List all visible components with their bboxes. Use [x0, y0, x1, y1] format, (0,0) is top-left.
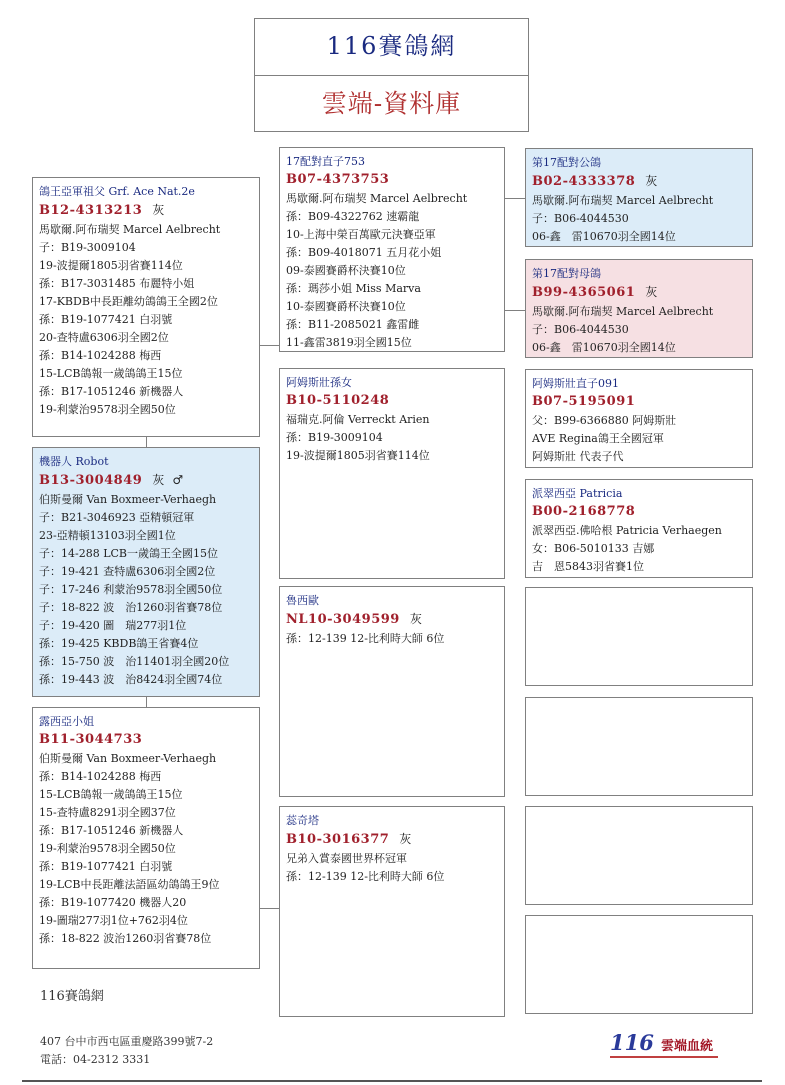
- record-line: 孫：B19-1077421 白羽號: [39, 860, 173, 873]
- subject-lines: [39, 221, 253, 419]
- title-block: [254, 18, 529, 132]
- record-line: 孫：B17-3031485 布麗特小姐: [39, 277, 195, 290]
- dam-header: 露西亞小姐: [39, 715, 94, 728]
- record-line: 孫：12-139 12-比利時大師 6位: [286, 632, 445, 645]
- record-line: 06-鑫 雷10670羽全國14位: [532, 230, 676, 243]
- record-line: 孫：12-139 12-比利時大師 6位: [286, 870, 445, 883]
- dam-ring: B11-3044733: [39, 732, 143, 747]
- connector-line: [146, 437, 147, 447]
- gen2-header: 蕊奇塔: [286, 814, 319, 827]
- record-line: AVE Regina鴿王全國冠軍: [532, 432, 664, 445]
- record-line: 孫：19-443 波 治8424羽全國74位: [39, 673, 223, 686]
- gen3-header: 派翠西亞 Patricia: [532, 487, 623, 500]
- record-line: 子：14-288 LCB一歲鴿王全國15位: [39, 547, 219, 560]
- gen2-color: 灰: [409, 612, 422, 626]
- record-line: 孫：18-822 波治1260羽省賽78位: [39, 932, 212, 945]
- record-line: 19-利蒙治9578羽全國50位: [39, 403, 176, 416]
- gen3-color: 灰: [645, 174, 658, 188]
- gen3-card-3: [525, 369, 753, 468]
- gen2-ring: B10-3016377 灰: [286, 832, 412, 847]
- record-line: 馬歇爾.阿布瑞契 Marcel Aelbrecht: [286, 192, 468, 205]
- record-line: 孫：B19-1077420 機器人20: [39, 896, 187, 909]
- gen2-ring: B10-5110248: [286, 393, 390, 408]
- record-line: 15-LCB鴿報一歲鴿鴿王15位: [39, 367, 183, 380]
- gen2-card-1: [279, 147, 505, 352]
- footer-brand: 116賽鴿網: [40, 989, 104, 1004]
- gen2-ring: B07-4373753: [286, 172, 390, 187]
- sire-header: 機器人 Robot: [39, 455, 109, 468]
- footer-rule: [22, 1080, 762, 1082]
- record-line: 孫：15-750 波 治11401羽全國20位: [39, 655, 230, 668]
- record-line: 19-利蒙治9578羽全國50位: [39, 842, 176, 855]
- footer-phone: 電話：04-2312 3331: [40, 1053, 151, 1066]
- record-line: 子：B06-4044530: [532, 212, 629, 225]
- gen3-ring: B02-4333378 灰: [532, 174, 658, 189]
- gen2-lines: [286, 850, 498, 886]
- gen2-lines: [286, 411, 498, 465]
- dam-card: [32, 707, 260, 969]
- record-line: 父：B99-6366880 阿姆斯壯: [532, 414, 677, 427]
- record-line: 阿姆斯壯 代表子代: [532, 450, 624, 463]
- connector-line: [260, 908, 280, 909]
- gen3-empty-card: [525, 806, 753, 905]
- record-line: 孫：B17-1051246 新機器人: [39, 824, 184, 837]
- subject-header: 鴿王亞軍祖父 Grf. Ace Nat.2e: [39, 185, 195, 198]
- record-line: 孫：B19-3009104: [286, 431, 383, 444]
- gen3-lines: [532, 412, 746, 466]
- gen2-header: 阿姆斯壯孫女: [286, 376, 352, 389]
- gen2-lines: [286, 190, 498, 352]
- record-line: 10-上海中榮百萬歐元決賽亞軍: [286, 228, 436, 241]
- gen3-header: 第17配對母鴿: [532, 267, 601, 280]
- record-line: 子：19-420 圖 瑞277羽1位: [39, 619, 187, 632]
- record-line: 子：17-246 利蒙治9578羽全國50位: [39, 583, 223, 596]
- record-line: 子：18-822 波 治1260羽省賽78位: [39, 601, 223, 614]
- record-line: 孫：B09-4322762 速霸龍: [286, 210, 420, 223]
- record-line: 23-亞精頓13103羽全國1位: [39, 529, 176, 542]
- subject-card: [32, 177, 260, 437]
- record-line: 孫：B19-1077421 白羽號: [39, 313, 173, 326]
- gen2-header: 魯西歐: [286, 594, 319, 607]
- sub-title: 雲端-資料庫: [321, 89, 462, 118]
- footer-logo: [610, 1030, 718, 1058]
- record-line: 子：B06-4044530: [532, 323, 629, 336]
- subject-ring: B12-4313213 灰: [39, 203, 165, 218]
- record-line: 09-泰國賽爵杯決賽10位: [286, 264, 406, 277]
- gen3-empty-card: [525, 697, 753, 796]
- connector-line: [505, 310, 525, 311]
- record-line: 19-波提爾1805羽省賽114位: [39, 259, 183, 272]
- record-line: 19-圖瑞277羽1位+762羽4位: [39, 914, 188, 927]
- record-line: 孫：B14-1024288 梅西: [39, 349, 162, 362]
- record-line: 派翠西亞.佛哈根 Patricia Verhaegen: [532, 524, 722, 537]
- record-line: 子：B19-3009104: [39, 241, 136, 254]
- record-line: 兄弟入賞泰國世界杯冠軍: [286, 852, 407, 865]
- gen3-card-4: [525, 479, 753, 578]
- footer-address: 407 台中市西屯區重慶路399號7-2: [40, 1035, 214, 1048]
- gen3-color: 灰: [645, 285, 658, 299]
- record-line: 孫：B09-4018071 五月花小姐: [286, 246, 442, 259]
- gen2-color: 灰: [399, 832, 412, 846]
- site-title: 116賽鴿網: [255, 19, 528, 76]
- male-sex-icon: ♂: [172, 473, 184, 487]
- record-line: 孫：19-425 KBDB鴿王省賽4位: [39, 637, 199, 650]
- record-line: 馬歇爾.阿布瑞契 Marcel Aelbrecht: [532, 305, 714, 318]
- gen2-card-2: [279, 368, 505, 579]
- gen2-card-4: [279, 806, 505, 1017]
- gen2-header: 17配對直子753: [286, 155, 365, 168]
- dam-lines: [39, 750, 253, 948]
- gen3-card-2: [525, 259, 753, 358]
- record-line: 子：B21-3046923 亞精頓冠軍: [39, 511, 195, 524]
- sire-color: 灰: [152, 473, 165, 487]
- gen3-lines: [532, 192, 746, 246]
- record-line: 孫：B14-1024288 梅西: [39, 770, 162, 783]
- record-line: 子：19-421 查特盧6306羽全國2位: [39, 565, 216, 578]
- record-line: 馬歇爾.阿布瑞契 Marcel Aelbrecht: [39, 223, 221, 236]
- connector-line: [146, 697, 147, 707]
- gen3-ring: B00-2168778: [532, 504, 636, 519]
- gen2-ring: NL10-3049599 灰: [286, 612, 422, 627]
- logo-number: 116: [610, 1030, 654, 1055]
- record-line: 17-KBDB中長距離幼鴿鴿王全國2位: [39, 295, 218, 308]
- gen3-lines: [532, 522, 746, 576]
- record-line: 孫：B17-1051246 新機器人: [39, 385, 184, 398]
- sire-lines: [39, 491, 253, 689]
- logo-text: 雲端血統: [660, 1039, 713, 1054]
- connector-line: [260, 345, 280, 346]
- record-line: 孫：B11-2085021 鑫雷雌: [286, 318, 420, 331]
- gen3-ring: B99-4365061 灰: [532, 285, 658, 300]
- record-line: 15-LCB鴿報一歲鴿鴿王15位: [39, 788, 183, 801]
- gen3-ring: B07-5195091: [532, 394, 636, 409]
- subject-color: 灰: [152, 203, 165, 217]
- gen2-lines: [286, 630, 498, 648]
- connector-line: [505, 198, 525, 199]
- gen3-empty-card: [525, 587, 753, 686]
- record-line: 19-波提爾1805羽省賽114位: [286, 449, 430, 462]
- record-line: 19-LCB中長距離法語區幼鴿鴿王9位: [39, 878, 220, 891]
- record-line: 10-泰國賽爵杯決賽10位: [286, 300, 406, 313]
- record-line: 孫：瑪莎小姐 Miss Marva: [286, 282, 421, 295]
- gen3-empty-card: [525, 915, 753, 1014]
- gen2-card-3: [279, 586, 505, 797]
- record-line: 11-鑫雷3819羽全國15位: [286, 336, 412, 349]
- record-line: 20-查特盧6306羽全國2位: [39, 331, 169, 344]
- sire-card: [32, 447, 260, 697]
- sire-ring: B13-3004849 灰 ♂: [39, 473, 184, 488]
- record-line: 馬歇爾.阿布瑞契 Marcel Aelbrecht: [532, 194, 714, 207]
- record-line: 伯斯曼爾 Van Boxmeer-Verhaegh: [39, 752, 217, 765]
- gen3-lines: [532, 303, 746, 357]
- gen3-card-1: [525, 148, 753, 247]
- record-line: 06-鑫 雷10670羽全國14位: [532, 341, 676, 354]
- logo-underline: [610, 1056, 718, 1058]
- record-line: 15-查特盧8291羽全國37位: [39, 806, 176, 819]
- record-line: 女：B06-5010133 吉娜: [532, 542, 655, 555]
- gen3-header: 阿姆斯壯直子091: [532, 377, 619, 390]
- record-line: 吉 恩5843羽省賽1位: [532, 560, 644, 573]
- gen3-header: 第17配對公鴿: [532, 156, 601, 169]
- record-line: 伯斯曼爾 Van Boxmeer-Verhaegh: [39, 493, 217, 506]
- record-line: 福瑞克.阿倫 Verreckt Arien: [286, 413, 430, 426]
